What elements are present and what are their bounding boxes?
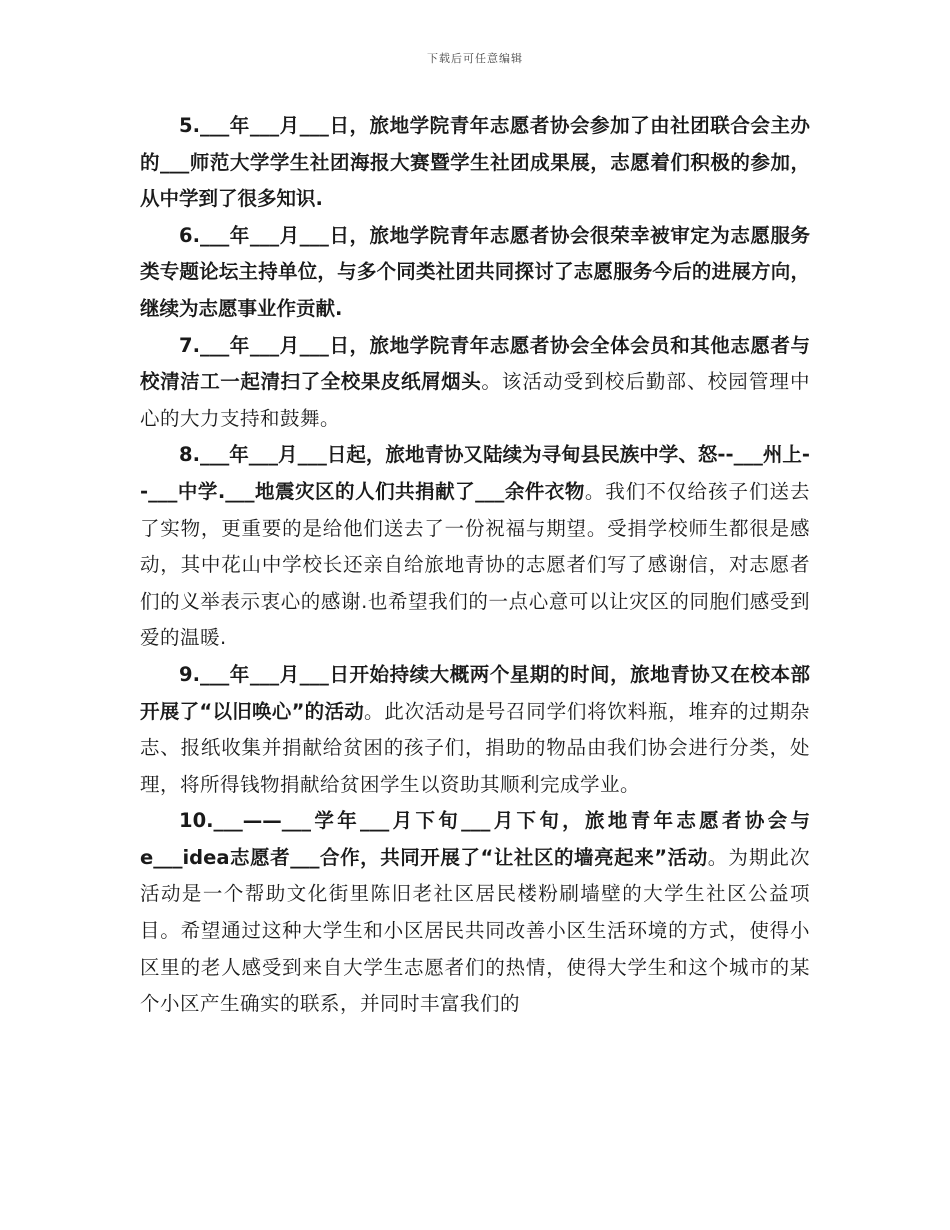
- paragraph-8-bold-text: 8.___年___月___日起，旅地青协又陆续为寻甸县民族中学、怒--___州上--___中学.___地震灾区的人们共捐献了___余件衣物: [140, 443, 810, 503]
- paragraph-6-bold-text: 6.___年___月___日，旅地学院青年志愿者协会很荣幸被审定为志愿服务类专题论坛主持单位，与多个同类社团共同探讨了志愿服务今后的进展方向，继续为志愿事业作贡献.: [140, 223, 810, 320]
- page-header: 下载后可任意编辑: [427, 52, 523, 65]
- document-body: [140, 108, 810, 1023]
- paragraph-10-bold-text: 10.___——___学年___月下旬___月下旬，旅地青年志愿者协会与e___idea志愿者___合作，共同开展了“让社区的墙亮起来”活动: [140, 809, 810, 869]
- paragraph-5: [140, 108, 810, 218]
- paragraph-6: [140, 218, 810, 328]
- paragraph-8: [140, 437, 810, 657]
- paragraph-9: [140, 657, 810, 803]
- paragraph-7: [140, 328, 810, 438]
- paragraph-10: [140, 803, 810, 1023]
- paragraph-7-normal-text: 。该活动受到校后勤部、校园管理中心的大力支持和鼓舞。: [140, 370, 810, 430]
- paragraph-7-bold-text: 7.___年___月___日，旅地学院青年志愿者协会全体会员和其他志愿者与校清洁工一起清扫了全校果皮纸屑烟头: [140, 333, 810, 394]
- paragraph-10-normal-text: 。为期此次活动是一个帮助文化街里陈旧老社区居民楼粉刷墙壁的大学生社区公益项目。希望通过这种大学生和小区居民共同改善小区生活环境的方式，使得小区里的老人感受到来自大学生志愿者们的热情，使得大学生和这个城市的某个小区产生确实的联系，并同时丰富我们的: [140, 845, 810, 1016]
- paragraph-9-normal-text: 。此次活动是号召同学们将饮料瓶，堆弃的过期杂志、报纸收集并捐献给贫困的孩子们，捐助的物品由我们协会进行分类，处理，将所得钱物捐献给贫困学生以资助其顺利完成学业。: [140, 699, 810, 796]
- paragraph-9-bold-text: 9.___年___月___日开始持续大概两个星期的时间，旅地青协又在校本部开展了“以旧唤心”的活动: [140, 662, 810, 723]
- paragraph-8-normal-text: 。我们不仅给孩子们送去了实物，更重要的是给他们送去了一份祝福与期望。受捐学校师生都很是感动，其中花山中学校长还亲自给旅地青协的志愿者们写了感谢信，对志愿者们的义举表示衷心的感谢.也希望我们的一点心意可以让灾区的同胞们感受到爱的温暖.: [140, 479, 810, 650]
- paragraph-5-bold-text: 5.___年___月___日，旅地学院青年志愿者协会参加了由社团联合会主办的___师范大学学生社团海报大赛暨学生社团成果展，志愿着们积极的参加，从中学到了很多知识.: [140, 114, 810, 211]
